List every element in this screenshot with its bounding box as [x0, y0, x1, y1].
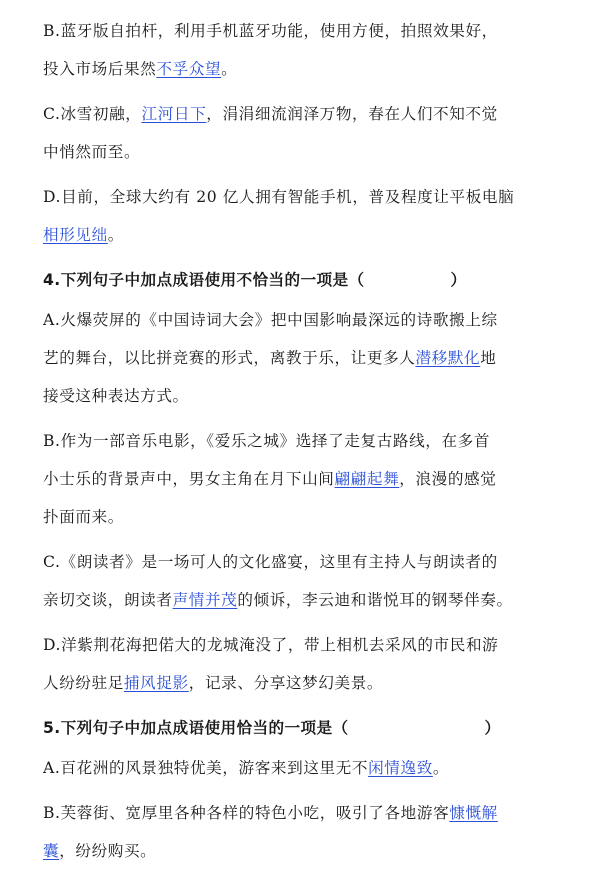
idiom-highlight: 囊: [43, 842, 60, 860]
line-text: D.洋紫荆花海把偌大的龙城淹没了，带上相机去采风的市民和游: [43, 636, 499, 654]
text-line: [43, 50, 553, 88]
text-line: [43, 178, 553, 216]
line-text: 。: [432, 759, 450, 777]
option-c-q4: [43, 543, 553, 619]
line-text: 艺的舞台，以比拼竞赛的形式，离教于乐，让更多人: [43, 349, 416, 367]
idiom-highlight: 慷慨解: [449, 804, 498, 822]
line-text: ，涓涓细流润泽万物，春在人们不知不觉: [206, 105, 498, 123]
idiom-highlight: 捕风捉影: [123, 674, 189, 692]
line-text: 中悄然而至。: [43, 143, 141, 161]
line-text: 。: [221, 60, 238, 78]
idiom-highlight: 翩翩起舞: [334, 470, 400, 488]
idiom-highlight: 江河日下: [141, 105, 207, 123]
text-line: [43, 626, 553, 664]
line-text: C.《朗读者》是一场可人的文化盛宴，这里有主持人与朗读者的: [43, 553, 498, 571]
line-text: ，纷纷购买。: [59, 842, 157, 860]
text-line: [43, 339, 553, 377]
text-line: [43, 133, 553, 171]
line-text: 接受这种表达方式。: [43, 387, 189, 405]
text-line: [43, 12, 553, 50]
option-b-q5: [43, 794, 553, 870]
line-text: A.火爆荧屏的《中国诗词大会》把中国影响最深远的诗歌搬上综: [43, 311, 498, 329]
question-5-heading: [43, 709, 553, 747]
question-4-heading: [43, 261, 553, 299]
text-line: [43, 422, 553, 460]
text-line: [43, 664, 553, 702]
option-a-q5: [43, 749, 553, 787]
line-text: 的倾诉，李云迪和谐悦耳的钢琴伴奏。: [237, 591, 513, 609]
close-paren: ）: [450, 271, 467, 289]
text-line: [43, 581, 553, 619]
line-text: 小士乐的背景声中，男女主角在月下山间: [43, 470, 335, 488]
line-text: 地: [480, 349, 497, 367]
line-text: 投入市场后果然: [43, 60, 157, 78]
question-text: 4.下列句子中加点成语使用不恰当的一项是（: [43, 271, 365, 289]
line-text: ，浪漫的感觉: [399, 470, 497, 488]
text-line: [43, 301, 553, 339]
line-text: A.百花洲的风景独特优美，游客来到这里无不: [43, 759, 369, 777]
line-text: B.蓝牙版自拍杆，利用手机蓝牙功能，使用方便，拍照效果好，: [43, 22, 498, 40]
text-line: [43, 543, 553, 581]
line-text: 。: [107, 226, 124, 244]
text-line: [43, 377, 553, 415]
line-text: D.目前，全球大约有 20 亿人拥有智能手机，普及程度让平板电脑: [43, 188, 515, 206]
idiom-highlight: 声情并茂: [172, 591, 238, 609]
line-text: 扑面而来。: [43, 508, 124, 526]
text-line: [43, 216, 553, 254]
text-line: [43, 794, 553, 832]
idiom-highlight: 不孚众望: [156, 60, 222, 78]
option-d-q4: [43, 626, 553, 702]
idiom-highlight: 相形见绌: [43, 226, 108, 244]
text-line: [43, 498, 553, 536]
text-line: [43, 749, 553, 787]
document-page: [43, 12, 553, 872]
line-text: B.作为一部音乐电影，《爱乐之城》选择了走复古路线，在多首: [43, 432, 491, 450]
option-b-q3: [43, 12, 553, 88]
text-line: [43, 832, 553, 870]
idiom-highlight: 潜移默化: [415, 349, 481, 367]
line-text: ，记录、分享这梦幻美景。: [188, 674, 384, 692]
line-text: 人纷纷驻足: [43, 674, 124, 692]
question-text: 5.下列句子中加点成语使用恰当的一项是（: [43, 719, 349, 737]
line-text: C.冰雪初融，: [43, 105, 142, 123]
idiom-highlight: 闲情逸致: [368, 759, 433, 777]
option-c-q3: [43, 95, 553, 171]
option-a-q4: [43, 301, 553, 415]
close-paren: ）: [484, 719, 501, 737]
text-line: [43, 95, 553, 133]
option-d-q3: [43, 178, 553, 254]
line-text: B.芙蓉街、宽厚里各种各样的特色小吃，吸引了各地游客: [43, 804, 450, 822]
text-line: [43, 460, 553, 498]
line-text: 亲切交谈，朗读者: [43, 591, 173, 609]
option-b-q4: [43, 422, 553, 536]
